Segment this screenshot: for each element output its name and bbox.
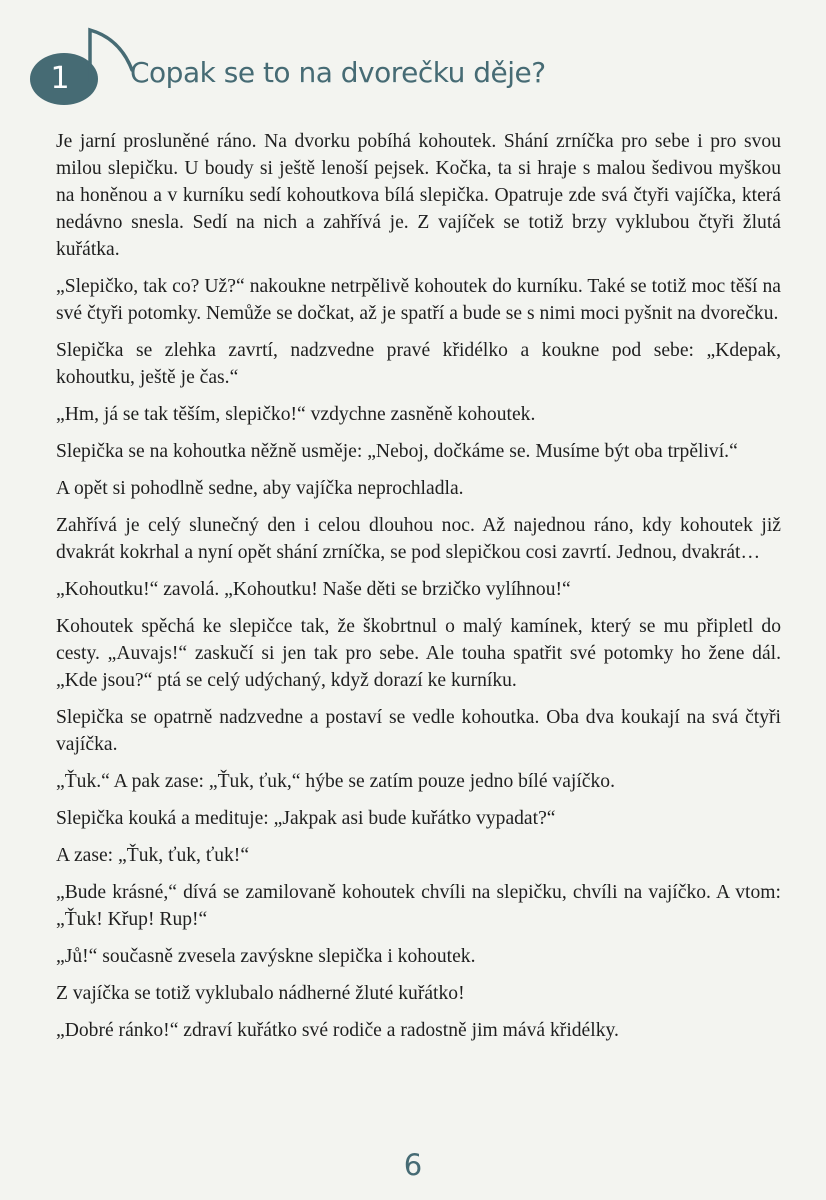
chapter-header [30,50,790,110]
paragraph: Slepička kouká a medituje: „Jakpak asi bude kuřátko vypadat?“ [56,808,556,829]
paragraph: Zahřívá je celý slunečný den i celou dlouhou noc. Až najednou ráno, kdy kohoutek již dvakrát kokrhal a nyní opět shání zrníčka, se pod slepičkou cosi zavrtí. Jednou, dvakrát… [56,515,781,563]
paragraph: Slepička se opatrně nadzvedne a postaví se vedle kohoutka. Oba dva koukají na svá čtyři vajíčka. [56,707,781,755]
paragraph: „Kohoutku!“ zavolá. „Kohoutku! Naše děti se brzičko vylíhnou!“ [56,579,571,600]
paragraph: Je jarní prosluněné ráno. Na dvorku pobíhá kohoutek. Shání zrníčka pro sebe i pro svou milou slepičku. U boudy si ještě lenoší pejsek. Kočka, ta si hraje s malou šedivou myškou na honěnou a v kurníku sedí kohoutkova bílá slepička. Opatruje zde svá čtyři vajíčka, která nedávno snesla. Sedí na nich a zahřívá je. Z vajíček se totiž brzy vyklubou čtyři žlutá kuřátka. [56,131,781,260]
paragraph: „Slepičko, tak co? Už?“ nakoukne netrpělivě kohoutek do kurníku. Také se totiž moc těší na své čtyři potomky. Nemůže se dočkat, až je spatří a bude se s nimi moci pyšnit na dvorečku. [56,276,781,324]
paragraph: „Bude krásné,“ dívá se zamilovaně kohoutek chvíli na slepičku, chvíli na vajíčko. A vtom: „Ťuk! Křup! Rup!“ [56,882,781,930]
paragraph: „Dobré ránko!“ zdraví kuřátko své rodiče a radostně jim mává křidélky. [56,1020,619,1041]
paragraph: Kohoutek spěchá ke slepičce tak, že škobrtnul o malý kamínek, který se mu připletl do cesty. „Auvajs!“ zaskučí si jen tak pro sebe. Ale touha spatřit své potomky ho žene dál. „Kde jsou?“ ptá se celý udýchaný, když dorazí ke kurníku. [56,616,781,691]
paragraph: A opět si pohodlně sedne, aby vajíčka neprochladla. [56,478,464,499]
paragraph: Slepička se zlehka zavrtí, nadzvedne pravé křidélko a koukne pod sebe: „Kdepak, kohoutku, ještě je čas.“ [56,340,781,388]
paragraph: A zase: „Ťuk, ťuk, ťuk!“ [56,845,250,866]
paragraph: Z vajíčka se totiž vyklubalo nádherné žluté kuřátko! [56,983,465,1004]
paragraph: „Ťuk.“ A pak zase: „Ťuk, ťuk,“ hýbe se zatím pouze jedno bílé vajíčko. [56,771,615,792]
chapter-title: Copak se to na dvorečku děje? [130,56,546,89]
chapter-number: 1 [50,61,70,96]
paragraph: „Hm, já se tak těším, slepičko!“ vzdychne zasněně kohoutek. [56,404,536,425]
paragraph: Slepička se na kohoutka něžně usměje: „Neboj, dočkáme se. Musíme být oba trpěliví.“ [56,441,738,462]
story-text [56,128,781,1054]
paragraph: „Jů!“ současně zvesela zavýskne slepička i kohoutek. [56,946,476,967]
page-number: 6 [403,1148,423,1182]
